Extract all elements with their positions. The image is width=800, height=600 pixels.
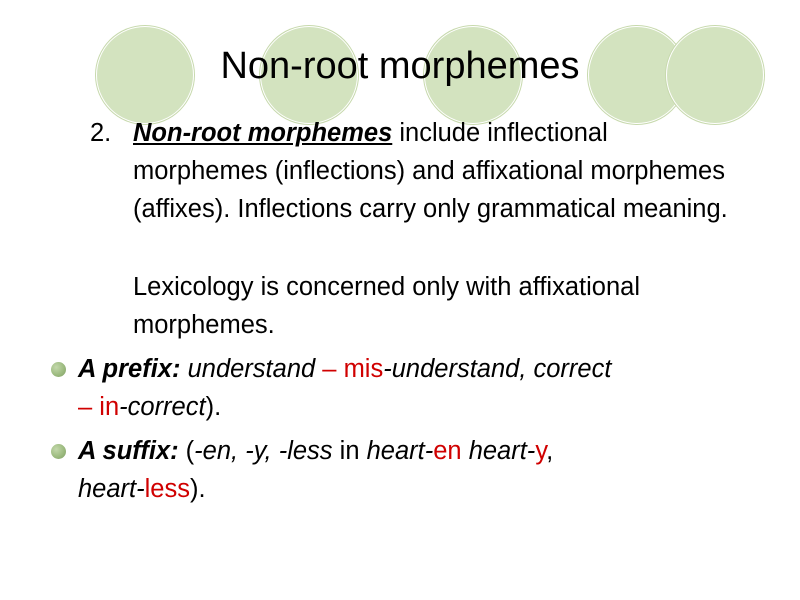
affix-in: in [99, 393, 120, 421]
dash: – [78, 393, 93, 421]
dash: – [322, 355, 337, 383]
example-base: heart- [468, 437, 536, 465]
space [336, 355, 343, 383]
prefix-label: A prefix: [78, 355, 181, 383]
affix-y: y [535, 437, 547, 465]
affix-en: en [433, 437, 462, 465]
suffix-label: A suffix: [78, 437, 179, 465]
example-text: -understand, correct [383, 355, 612, 383]
bullet-icon [51, 444, 66, 459]
bullet-prefix [78, 350, 758, 426]
list-number: 2. [90, 119, 112, 147]
paragraph-non-root [133, 114, 733, 228]
paragraph-text: Lexicology is concerned only with affixational morphemes. [133, 273, 640, 339]
open-paren: ( [178, 437, 195, 465]
connector: in [332, 437, 367, 465]
term-non-root-morphemes: Non-root morphemes [133, 119, 393, 147]
bullet-suffix [78, 432, 758, 508]
paragraph-lexicology [133, 268, 733, 344]
slide-title: Non-root morphemes [220, 45, 580, 87]
example-text: -correct [119, 393, 206, 421]
example-base: heart- [78, 475, 145, 503]
closing: ). [189, 475, 206, 503]
closing: ). [205, 393, 222, 421]
suffix-list: -en, -y, -less [194, 437, 333, 465]
bullet-icon [51, 362, 66, 377]
example-base: heart- [366, 437, 434, 465]
comma: , [546, 437, 554, 465]
affix-less: less [144, 475, 190, 503]
affix-mis: mis [343, 355, 384, 383]
space [462, 437, 469, 465]
paragraph-text: include inflectional morphemes (inflections) and affixational morphemes (affixes). Inflections carry only grammatical meaning. [133, 119, 728, 223]
example-text: understand [180, 355, 323, 383]
